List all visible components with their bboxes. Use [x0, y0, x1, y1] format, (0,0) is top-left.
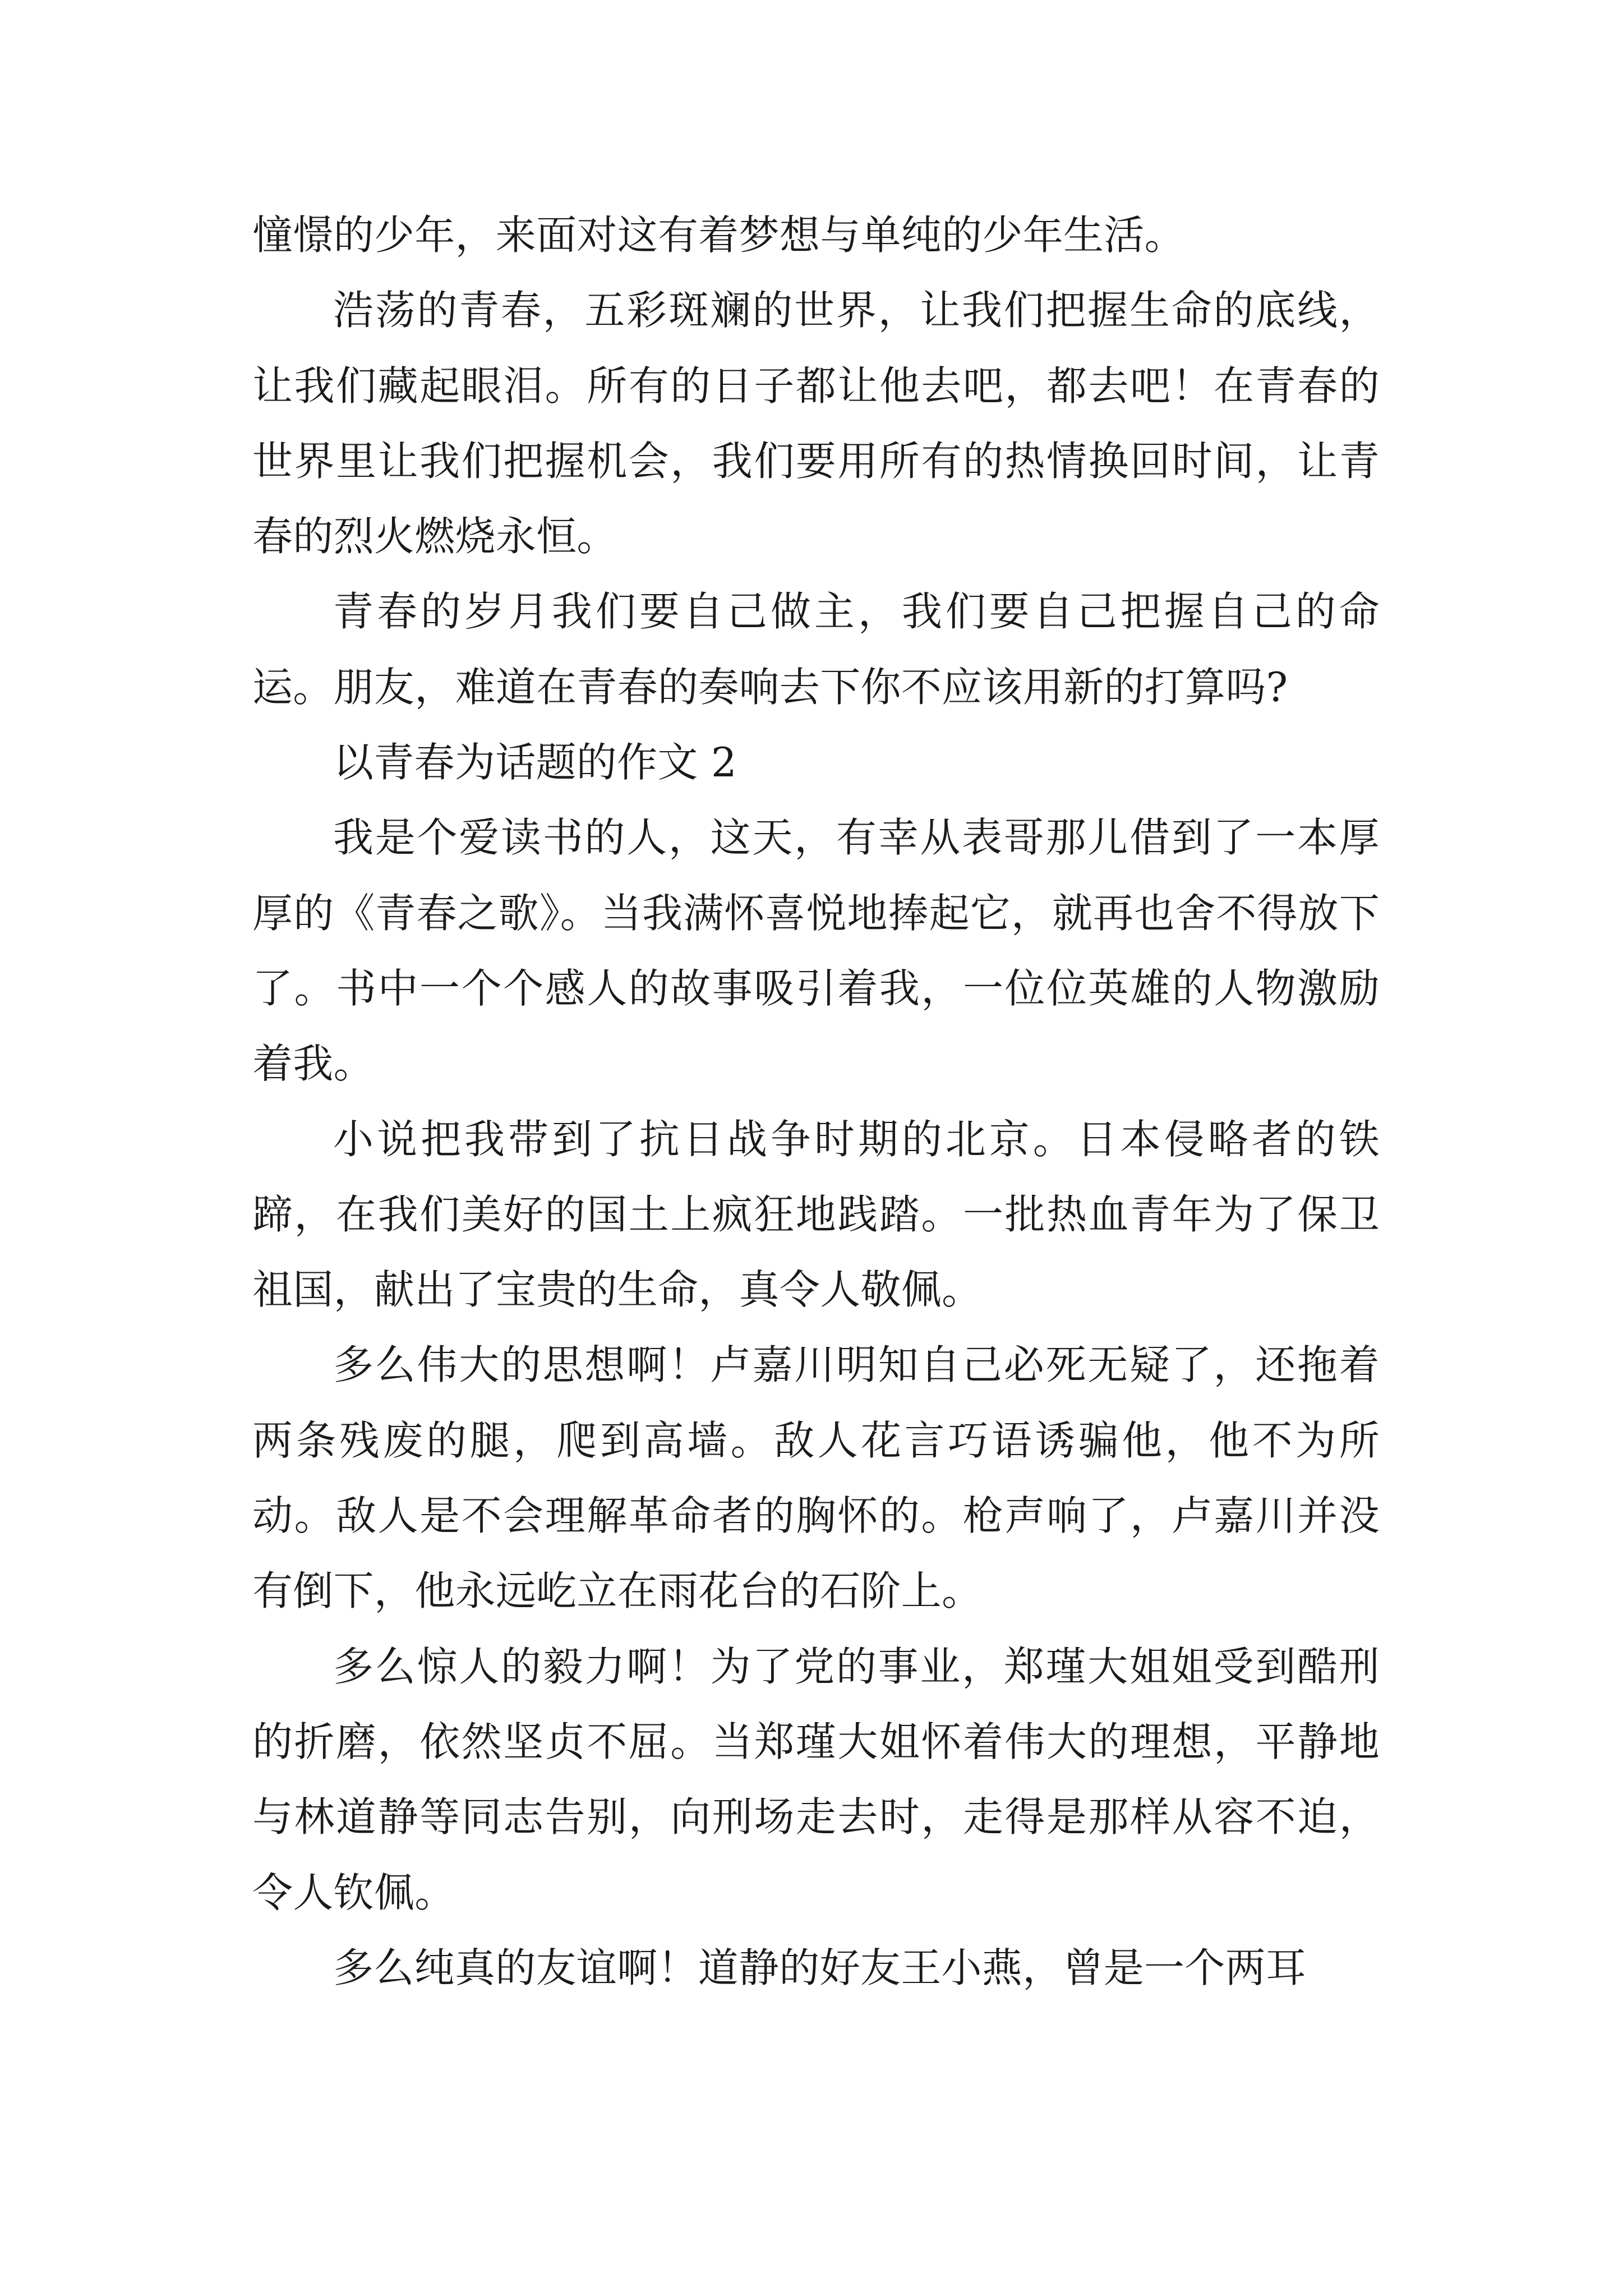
paragraph: 青春的岁月我们要自己做主，我们要自己把握自己的命运。朋友，难道在青春的奏响去下你不应该用新的打算吗? [252, 588, 1380, 711]
paragraph: 多么惊人的毅力啊！为了党的事业，郑瑾大姐姐受到酷刑的折磨，依然坚贞不屈。当郑瑾大姐怀着伟大的理想，平静地与林道静等同志告别，向刑场走去时，走得是那样从容不迫，令人钦佩。 [252, 1642, 1380, 1916]
paragraph: 憧憬的少年，来面对这有着梦想与单纯的少年生活。 [252, 211, 1185, 259]
paragraph: 我是个爱读书的人，这天，有幸从表哥那儿借到了一本厚厚的《青春之歌》。当我满怀喜悦地捧起它，就再也舍不得放下了。书中一个个感人的故事吸引着我，一位位英雄的人物激励着我。 [252, 814, 1380, 1088]
document-body [252, 197, 1380, 2005]
paragraph: 浩荡的青春，五彩斑斓的世界，让我们把握生命的底线，让我们藏起眼泪。所有的日子都让他去吧，都去吧！在青春的世界里让我们把握机会，我们要用所有的热情换回时间，让青春的烈火燃烧永恒。 [252, 287, 1380, 560]
paragraph: 多么伟大的思想啊！卢嘉川明知自己必死无疑了，还拖着两条残废的腿，爬到高墙。敌人花言巧语诱骗他，他不为所动。敌人是不会理解革命者的胸怀的。枪声响了，卢嘉川并没有倒下，他永远屹立在雨花台的石阶上。 [252, 1341, 1380, 1615]
paragraph: 小说把我带到了抗日战争时期的北京。日本侵略者的铁蹄，在我们美好的国土上疯狂地践踏。一批热血青年为了保卫祖国，献出了宝贵的生命，真令人敬佩。 [252, 1115, 1380, 1314]
paragraph: 多么纯真的友谊啊！道静的好友王小燕，曾是一个两耳 [333, 1944, 1307, 1991]
section-heading: 以青春为话题的作文 2 [333, 739, 737, 786]
